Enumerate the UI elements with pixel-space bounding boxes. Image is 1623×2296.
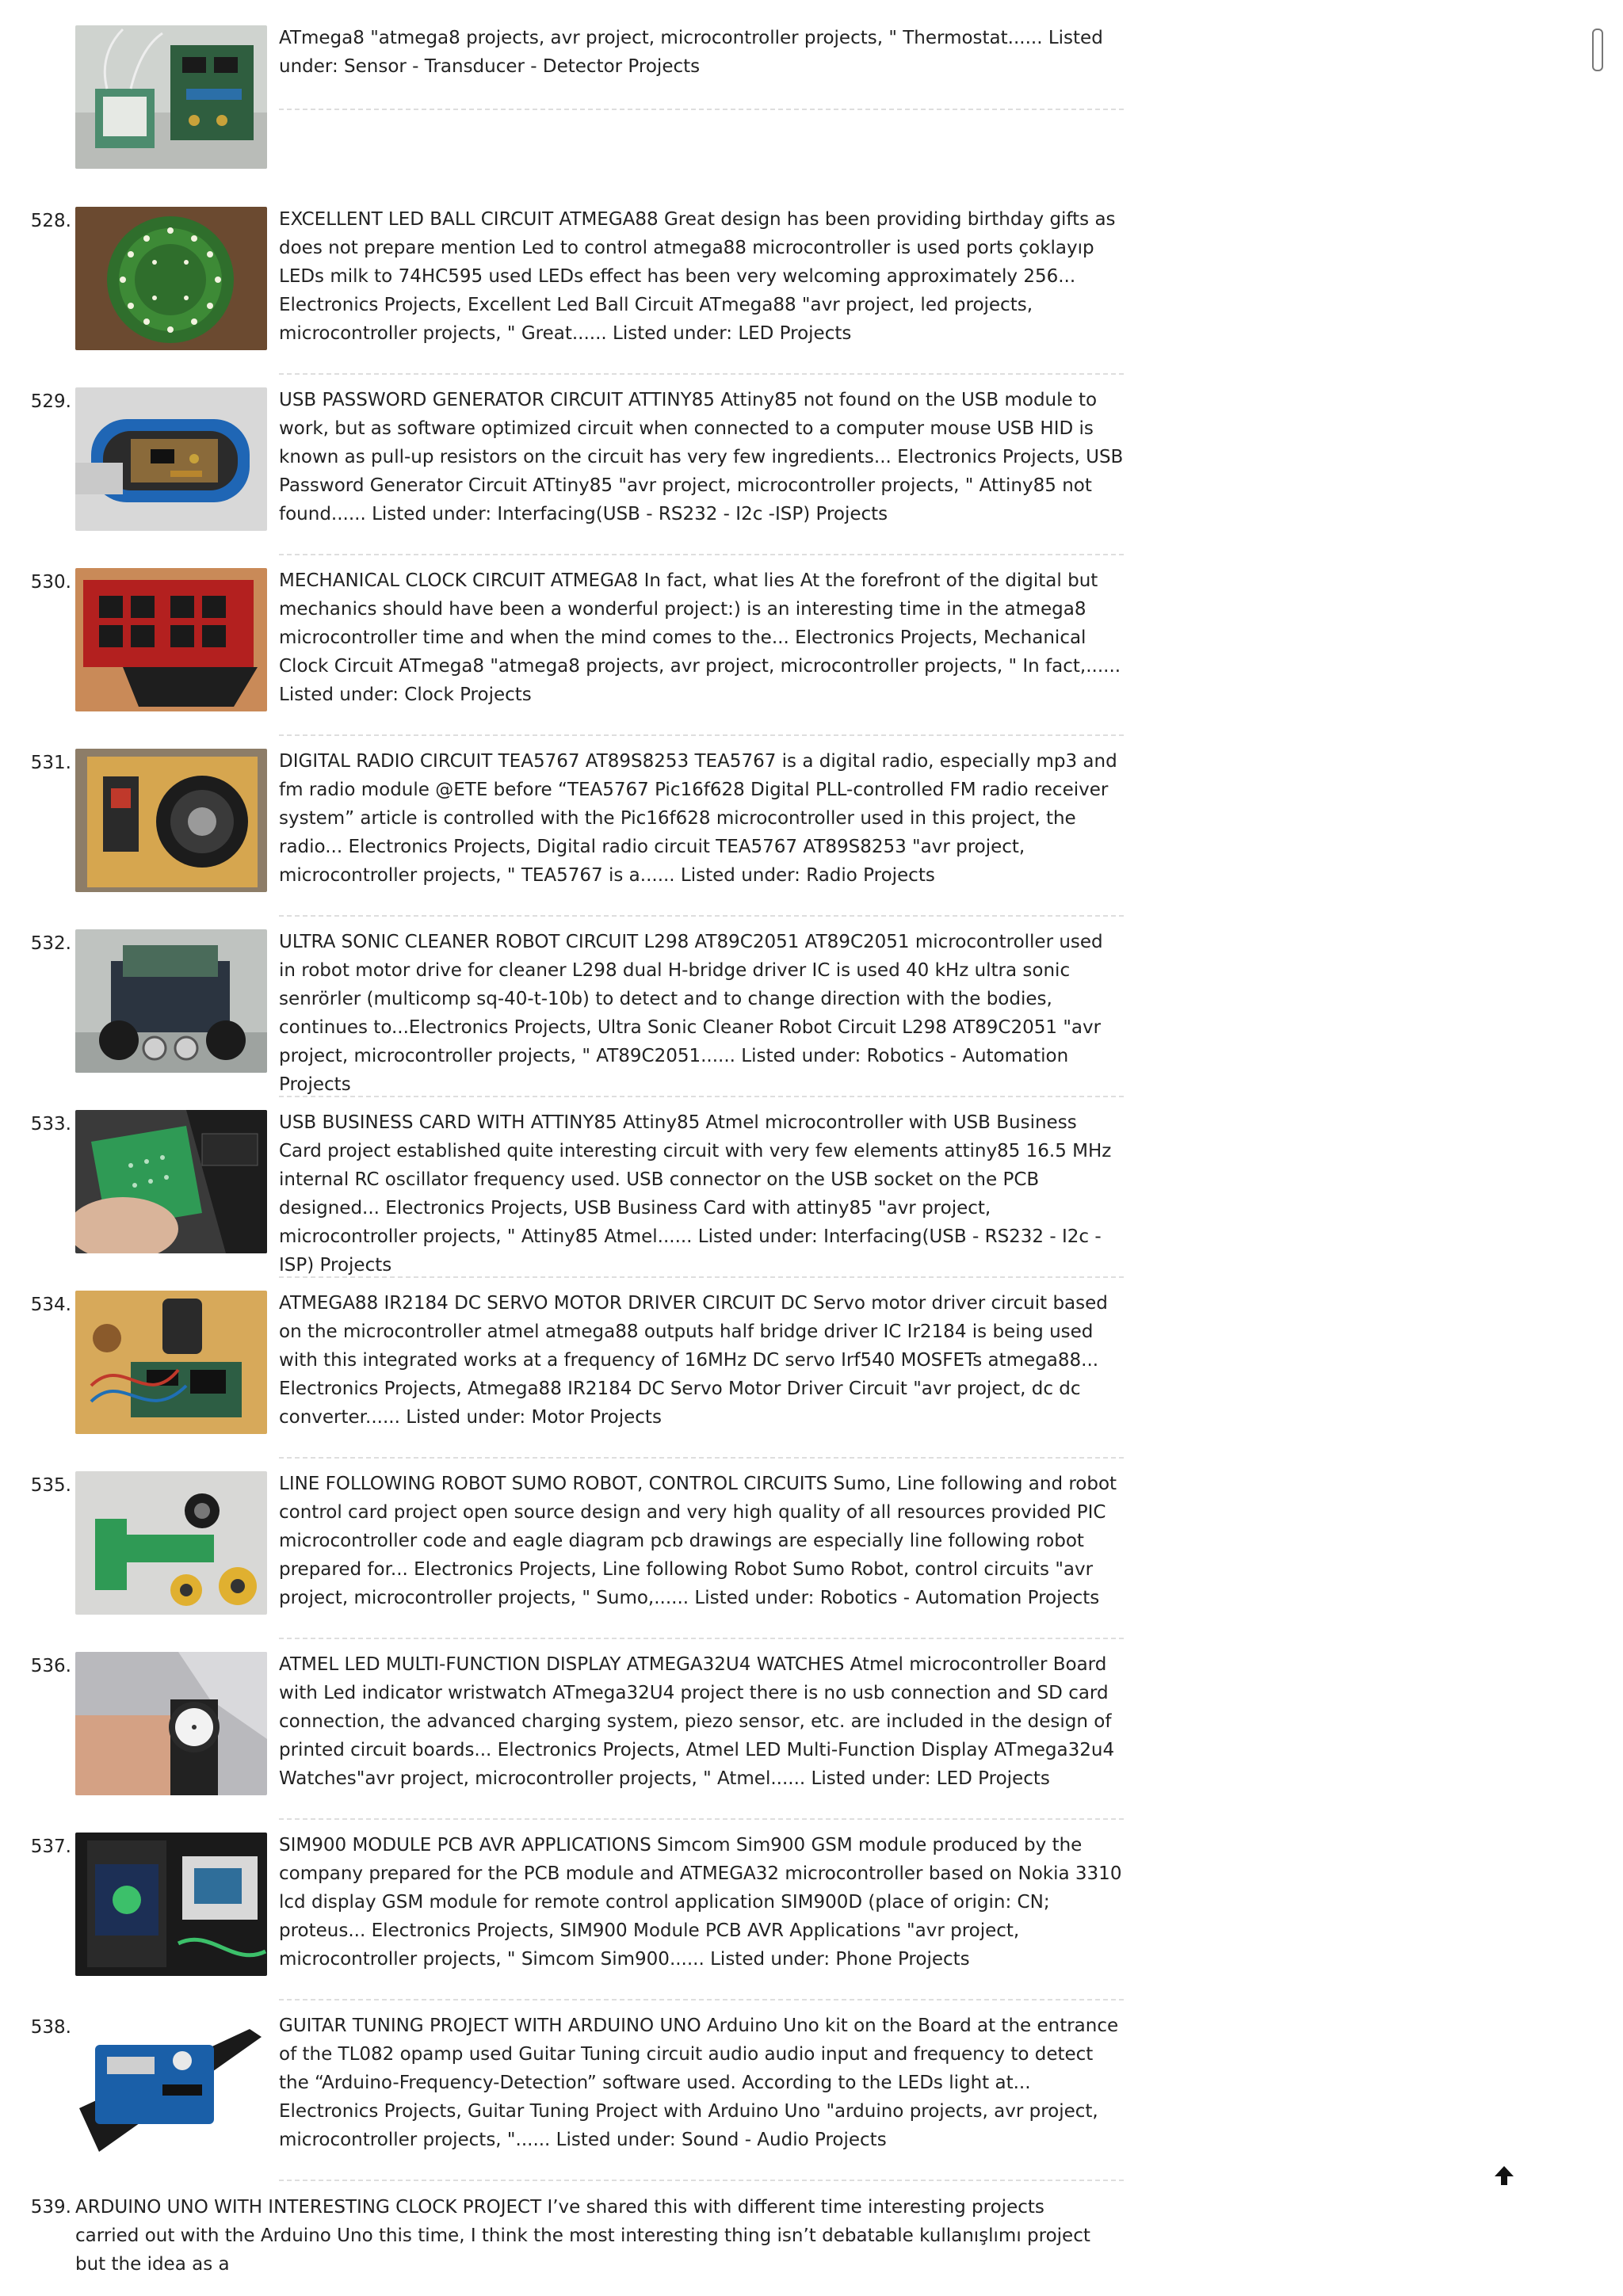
gsm-module-photo: [75, 1833, 267, 1976]
item-number: 528.: [30, 211, 71, 231]
led-ball-photo: [75, 207, 267, 350]
project-description: USB BUSINESS CARD WITH ATTINY85 Attiny85 Atmel microcontroller with USB Business Card project established quite interesting circuit with very few elements attiny85 16.5 MHz internal RC oscillator frequency used. USB connector on the USB socket on the PCB designed... Electronics Projects, USB Business Card with attiny85 "avr project, microcontroller projects, " Attiny85 Atmel...... Listed under: Interfacing(USB - RS232 - I2c -ISP) Projects: [279, 1112, 1112, 1276]
divider: [279, 2180, 1124, 2181]
project-thumbnail[interactable]: [75, 25, 267, 169]
project-description: ATmega8 "atmega8 projects, avr project, microcontroller projects, " Thermostat...... Listed under: Sensor - Transducer - Detector Projects: [279, 28, 1103, 77]
project-thumbnail[interactable]: [75, 1833, 267, 1976]
project-description: GUITAR TUNING PROJECT WITH ARDUINO UNO Arduino Uno kit on the Board at the entrance of the TL082 opamp used Guitar Tuning circuit audio audio input and frequency to detect the “Arduino-Frequency-Detection” software used. According to the LEDs light at... Electronics Projects, Guitar Tuning Project with Arduino Uno "arduino projects, avr project, microcontroller projects, "...... Listed under: Sound - Audio Projects: [279, 2016, 1119, 2150]
project-description: SIM900 MODULE PCB AVR APPLICATIONS Simcom Sim900 GSM module produced by the company prepared for the PCB module and ATMEGA32 microcontroller based on Nokia 3310 lcd display GSM module for remote control application SIM900D (place of origin: CN; proteus... Electronics Projects, SIM900 Module PCB AVR Applications "avr project, microcontroller projects, " Simcom Sim900...... Listed under: Phone Projects: [279, 1835, 1122, 1970]
divider: [279, 1096, 1124, 1097]
item-number: 537.: [30, 1836, 71, 1857]
item-number: 539.: [30, 2197, 71, 2218]
back-to-top-button[interactable]: [1490, 2161, 1518, 2190]
wristwatch-photo: [75, 1652, 267, 1795]
project-thumbnail[interactable]: [75, 1110, 267, 1253]
item-number: 530.: [30, 572, 71, 593]
project-description: USB PASSWORD GENERATOR CIRCUIT ATTINY85 Attiny85 not found on the USB module to work, but as software optimized circuit when connected to a computer mouse USB HID is known as pull-up resistors on the circuit has very few ingredients... Electronics Projects, USB Password Generator Circuit ATtiny85 "avr project, microcontroller projects, " Attiny85 not found...... Listed under: Interfacing(USB - RS232 - I2c -ISP) Projects: [279, 390, 1124, 524]
divider: [279, 109, 1124, 110]
item-number: 536.: [30, 1656, 71, 1676]
project-description: DIGITAL RADIO CIRCUIT TEA5767 AT89S8253 TEA5767 is a digital radio, especially mp3 and fm radio module @ETE before “TEA5767 Pic16f628 Digital PLL-controlled FM radio receiver system” article is controlled with the Pic16f628 microcontroller used in this project, the radio... Electronics Projects, Digital radio circuit TEA5767 AT89S8253 "avr project, microcontroller projects, " TEA5767 is a...... Listed under: Radio Projects: [279, 751, 1117, 886]
item-number: 533.: [30, 1114, 71, 1135]
project-thumbnail[interactable]: [75, 568, 267, 711]
servo-driver-photo: [75, 1291, 267, 1434]
project-thumbnail[interactable]: [75, 929, 267, 1073]
arduino-guitar-photo: [75, 2013, 267, 2157]
divider: [279, 734, 1124, 736]
business-card-pcb-photo: [75, 1110, 267, 1253]
project-thumbnail[interactable]: [75, 387, 267, 531]
divider: [279, 1818, 1124, 1820]
scrollbar-thumb[interactable]: [1592, 29, 1603, 71]
project-thumbnail[interactable]: [75, 1291, 267, 1434]
project-description: ATMEL LED MULTI-FUNCTION DISPLAY ATMEGA32U4 WATCHES Atmel microcontroller Board with Led indicator wristwatch ATmega32U4 project there is no usb connection and SD card connection, the advanced charging system, piezo sensor, etc. are included in the design of printed circuit boards... Electronics Projects, Atmel LED Multi-Function Display ATmega32u4 Watches"avr project, microcontroller projects, " Atmel...... Listed under: LED Projects: [279, 1654, 1115, 1789]
project-description: ARDUINO UNO WITH INTERESTING CLOCK PROJECT I’ve shared this with different time interesting projects carried out with the Arduino Uno this time, I think the most interesting thing isn’t debatable kullanışlımı project but the idea as a: [75, 2197, 1090, 2275]
project-thumbnail[interactable]: [75, 1652, 267, 1795]
item-number: 531.: [30, 753, 71, 773]
cleaner-robot-photo: [75, 929, 267, 1073]
project-description: LINE FOLLOWING ROBOT SUMO ROBOT, CONTROL CIRCUITS Sumo, Line following and robot control card project open source design and very high quality of all resources provided PIC microcontroller code and eagle diagram pcb drawings are especially line following robot prepared for... Electronics Projects, Line following Robot Sumo Robot, control circuits "avr project, microcontroller projects, " Sumo,...... Listed under: Robotics - Automation Projects: [279, 1474, 1117, 1608]
project-description: MECHANICAL CLOCK CIRCUIT ATMEGA8 In fact, what lies At the forefront of the digital but mechanics should have been a wonderful project:) is an interesting time in the atmega8 microcontroller time and when the mind comes to the... Electronics Projects, Mechanical Clock Circuit ATmega8 "atmega8 projects, avr project, microcontroller projects, " In fact,...... Listed under: Clock Projects: [279, 570, 1121, 705]
thermostat-board-photo: [75, 25, 267, 169]
item-number: 534.: [30, 1295, 71, 1315]
divider: [279, 1999, 1124, 2000]
line-robot-photo: [75, 1471, 267, 1615]
divider: [279, 1276, 1124, 1278]
divider: [279, 373, 1124, 375]
item-number: 529.: [30, 391, 71, 412]
project-description: EXCELLENT LED BALL CIRCUIT ATMEGA88 Great design has been providing birthday gifts as does not prepare mention Led to control atmega88 microcontroller is used ports çoklayıp LEDs milk to 74HC595 used LEDs effect has been very welcoming approximately 256... Electronics Projects, Excellent Led Ball Circuit ATmega88 "avr project, led projects, microcontroller projects, " Great...... Listed under: LED Projects: [279, 209, 1116, 344]
project-thumbnail[interactable]: [75, 1471, 267, 1615]
radio-speaker-photo: [75, 749, 267, 892]
project-thumbnail[interactable]: [75, 749, 267, 892]
item-number: 535.: [30, 1475, 71, 1496]
usb-stick-photo: [75, 387, 267, 531]
mechanical-clock-photo: [75, 568, 267, 711]
divider: [279, 915, 1124, 917]
divider: [279, 554, 1124, 555]
item-number: 538.: [30, 2017, 71, 2038]
arrow-up-icon: [1492, 2164, 1516, 2187]
project-description: ATMEGA88 IR2184 DC SERVO MOTOR DRIVER CIRCUIT DC Servo motor driver circuit based on the microcontroller atmel atmega88 outputs half bridge driver IC Ir2184 is being used with this integrated works at a frequency of 16MHz DC servo Irf540 MOSFETs atmega88... Electronics Projects, Atmega88 IR2184 DC Servo Motor Driver Circuit "avr project, dc dc converter...... Listed under: Motor Projects: [279, 1293, 1108, 1428]
project-description: ULTRA SONIC CLEANER ROBOT CIRCUIT L298 AT89C2051 AT89C2051 microcontroller used in robot motor drive for cleaner L298 dual H-bridge driver IC is used 40 kHz ultra sonic senrörler (multicomp sq-40-t-10b) to detect and to change direction with the bodies, continues to...Electronics Projects, Ultra Sonic Cleaner Robot Circuit L298 AT89C2051 "avr project, microcontroller projects, " AT89C2051...... Listed under: Robotics - Automation Projects: [279, 932, 1103, 1095]
project-thumbnail[interactable]: [75, 207, 267, 350]
item-number: 532.: [30, 933, 71, 954]
divider: [279, 1457, 1124, 1459]
project-thumbnail[interactable]: [75, 2013, 267, 2157]
divider: [279, 1638, 1124, 1639]
